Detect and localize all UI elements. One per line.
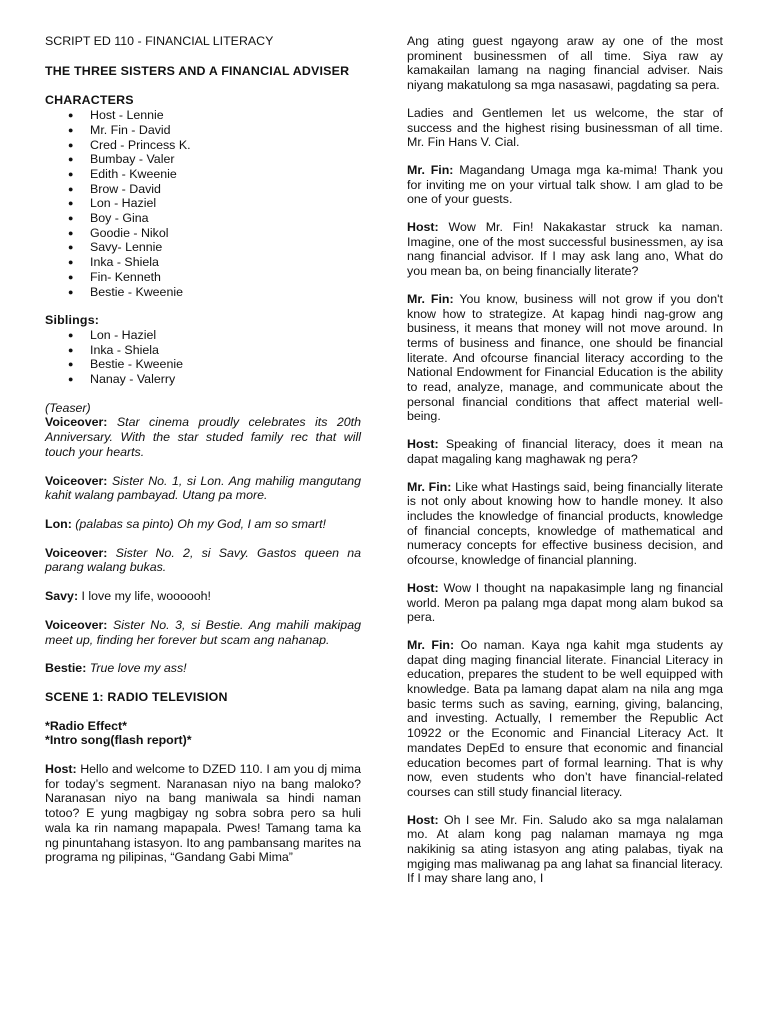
list-item: ● Bestie - Kweenie	[90, 285, 361, 300]
speaker-label: Host:	[407, 812, 439, 827]
bestie-line	[45, 661, 361, 676]
sound-effect-2: *Intro song(flash report)*	[45, 733, 192, 748]
dialogue-text: Star cinema proudly celebrates its 20th Anniversary. With the star studed family rec that will touch your hearts.	[45, 415, 361, 459]
speaker-label: Bestie:	[45, 661, 87, 676]
play-title: THE THREE SISTERS AND A FINANCIAL ADVISER	[45, 63, 350, 78]
characters-list	[45, 108, 361, 299]
list-item: ● Lon - Haziel	[90, 196, 361, 211]
list-item: ● Inka - Shiela	[90, 343, 361, 358]
lon-line	[45, 517, 361, 532]
speaker-label: Voiceover:	[45, 545, 108, 560]
voiceover-line-1	[45, 415, 361, 459]
voiceover-line-3	[45, 546, 361, 575]
dialogue-line-7	[407, 638, 723, 800]
dialogue-line-1	[407, 163, 723, 207]
dialogue-text: Wow Mr. Fin! Nakakastar struck ka naman. Imagine, one of the most successful businessmen, ay isa nang financial advisor. If I may ask lang ano, What do you mean ba, on being financially literate?	[407, 220, 723, 279]
dialogue-line-3	[407, 292, 723, 424]
speaker-label: Voiceover:	[45, 415, 108, 430]
speaker-label: Host:	[407, 580, 439, 595]
list-item: ● Nanay - Valerry	[90, 372, 361, 387]
list-item: ● Bestie - Kweenie	[90, 357, 361, 372]
list-item: ● Mr. Fin - David	[90, 123, 361, 138]
speaker-label: Mr. Fin:	[407, 162, 454, 177]
dialogue-text: True love my ass!	[86, 661, 187, 676]
speaker-label: Voiceover:	[45, 617, 108, 632]
host-welcome-paragraph: Ladies and Gentlemen let us welcome, the star of success and the highest rising businessman of all time. Mr. Fin Hans V. Cial.	[407, 105, 723, 150]
voiceover-line-4	[45, 618, 361, 647]
dialogue-text: Oo naman. Kaya nga kahit mga students ay dapat ding maging financial literate. Financial Literacy in education, prepares the student to be well equipped with knowledge. Bata pa lamang dapat alam na nila ang mga basic terms such as saving, earning, giving, balancing, and investing. Actually, I remember the Republic Act 10922 or the Economic and Financial Literacy Act. It mandates DepEd to ensure that economic and financial education becomes part of formal learning. That is why now, even students who don’t have financial-related courses can still study financial literacy.	[407, 637, 723, 799]
sound-effect-1: *Radio Effect*	[45, 718, 127, 733]
dialogue-text: You know, business will not grow if you don't know how to strategize. At kapag hindi nag-grow ang business, it means that money will not move around. In terms of business and finance, one should be financial literate. And ofcourse financial literacy according to the National Endowment for Financial Education is the ability to read, analyze, manage, and communicate about the personal financial conditions that affect material well-being.	[407, 291, 723, 424]
speaker-label: Mr. Fin:	[407, 291, 454, 306]
dialogue-text: Sister No. 2, si Savy. Gastos queen na parang walang bukas.	[45, 545, 361, 575]
teaser-label: (Teaser)	[45, 400, 91, 415]
speaker-label: Mr. Fin:	[407, 479, 452, 494]
siblings-list	[45, 328, 361, 387]
dialogue-text: I love my life, woooooh!	[78, 589, 211, 604]
list-item: ● Edith - Kweenie	[90, 167, 361, 182]
list-item: ● Brow - David	[90, 182, 361, 197]
dialogue-text: Magandang Umaga mga ka-mima! Thank you for inviting me on your virtual talk show. I am glad to be one of your guests.	[407, 162, 723, 207]
speaker-label: Lon:	[45, 516, 72, 531]
dialogue-line-6	[407, 581, 723, 625]
dialogue-text: Sister No. 1, si Lon. Ang mahilig mangutang kahit walang pambayad. Utang pa more.	[45, 473, 361, 503]
speaker-label: Host:	[407, 220, 439, 235]
stage-direction: (palabas sa pinto)	[71, 516, 174, 531]
course-title: SCRIPT ED 110 - FINANCIAL LITERACY	[45, 34, 274, 48]
speaker-label: Host:	[407, 437, 439, 452]
voiceover-line-2	[45, 474, 361, 503]
speaker-label: Savy:	[45, 589, 79, 604]
dialogue-text: Hello and welcome to DZED 110. I am you dj mima for today’s segment. Naranasan niyo na bang maloko? Naranasan niyo na bang maniwala sa hindi naman totoo? E yung magbigay ng sobra sobra pero sa huli wala ka rin namang mapapala. Pwes! Tamang tama ka ng pinuntahang istasyon. Ito ang pambansang marites na programa ng pilipinas, “Gandang Gabi Mima”	[45, 762, 361, 865]
characters-heading: CHARACTERS	[45, 93, 134, 108]
teaser-line	[45, 401, 361, 416]
dialogue-text: Wow I thought na napakasimple lang ng financial world. Meron pa palang mga dapat mong alam bukod sa pera.	[407, 580, 723, 625]
dialogue-line-5	[407, 480, 723, 568]
right-column	[407, 34, 723, 899]
siblings-heading: Siblings:	[45, 313, 100, 328]
dialogue-text: Oh I see Mr. Fin. Saludo ako sa mga nalalaman mo. At alam kong pag nalaman mamaya ng mga nakikinig sa ating istasyon ang ating palabas, tiyak na mgiging mas maliwanag pa ang lahat sa financial literacy. If I may share lang ano, I	[407, 812, 723, 886]
savy-line	[45, 589, 361, 604]
dialogue-text: Speaking of financial literacy, does it mean na dapat magaling kang maghawak ng pera?	[407, 437, 723, 466]
left-column	[45, 34, 361, 879]
list-item: ● Cred - Princess K.	[90, 138, 361, 153]
host-line	[45, 762, 361, 865]
dialogue-line-4	[407, 437, 723, 466]
list-item: ● Bumbay - Valer	[90, 152, 361, 167]
dialogue-line-8	[407, 813, 723, 887]
speaker-label: Host:	[45, 762, 77, 777]
list-item: ● Goodie - Nikol	[90, 226, 361, 241]
dialogue-text: Like what Hastings said, being financially literate is not only about knowing how to handle money. It also includes the knowledge of financial products, knowledge of financial concepts, knowledge of mathematical and numeracy concepts for effective business decision, and ofcourse, knowledge of financial planning.	[407, 479, 723, 568]
speaker-label: Mr. Fin:	[407, 637, 455, 652]
dialogue-line-2	[407, 220, 723, 279]
scene-heading: SCENE 1: RADIO TELEVISION	[45, 689, 228, 704]
list-item: ● Boy - Gina	[90, 211, 361, 226]
dialogue-text: Oh my God, I am so smart!	[173, 516, 326, 531]
list-item: ● Host - Lennie	[90, 108, 361, 123]
list-item: ● Lon - Haziel	[90, 328, 361, 343]
list-item: ● Savy- Lennie	[90, 240, 361, 255]
speaker-label: Voiceover:	[45, 473, 108, 488]
host-intro-paragraph: Ang ating guest ngayong araw ay one of the most prominent businessmen of all time. Siya raw ay kamakailan lamang na naging financial adviser. Nais niyang makatulong sa mga nasasawi, pagdating sa pera.	[407, 34, 723, 93]
list-item: ● Fin- Kenneth	[90, 270, 361, 285]
dialogue-text: Sister No. 3, si Bestie. Ang mahili makipag meet up, finding her forever but scam ang nahanap.	[45, 617, 361, 647]
list-item: ● Inka - Shiela	[90, 255, 361, 270]
